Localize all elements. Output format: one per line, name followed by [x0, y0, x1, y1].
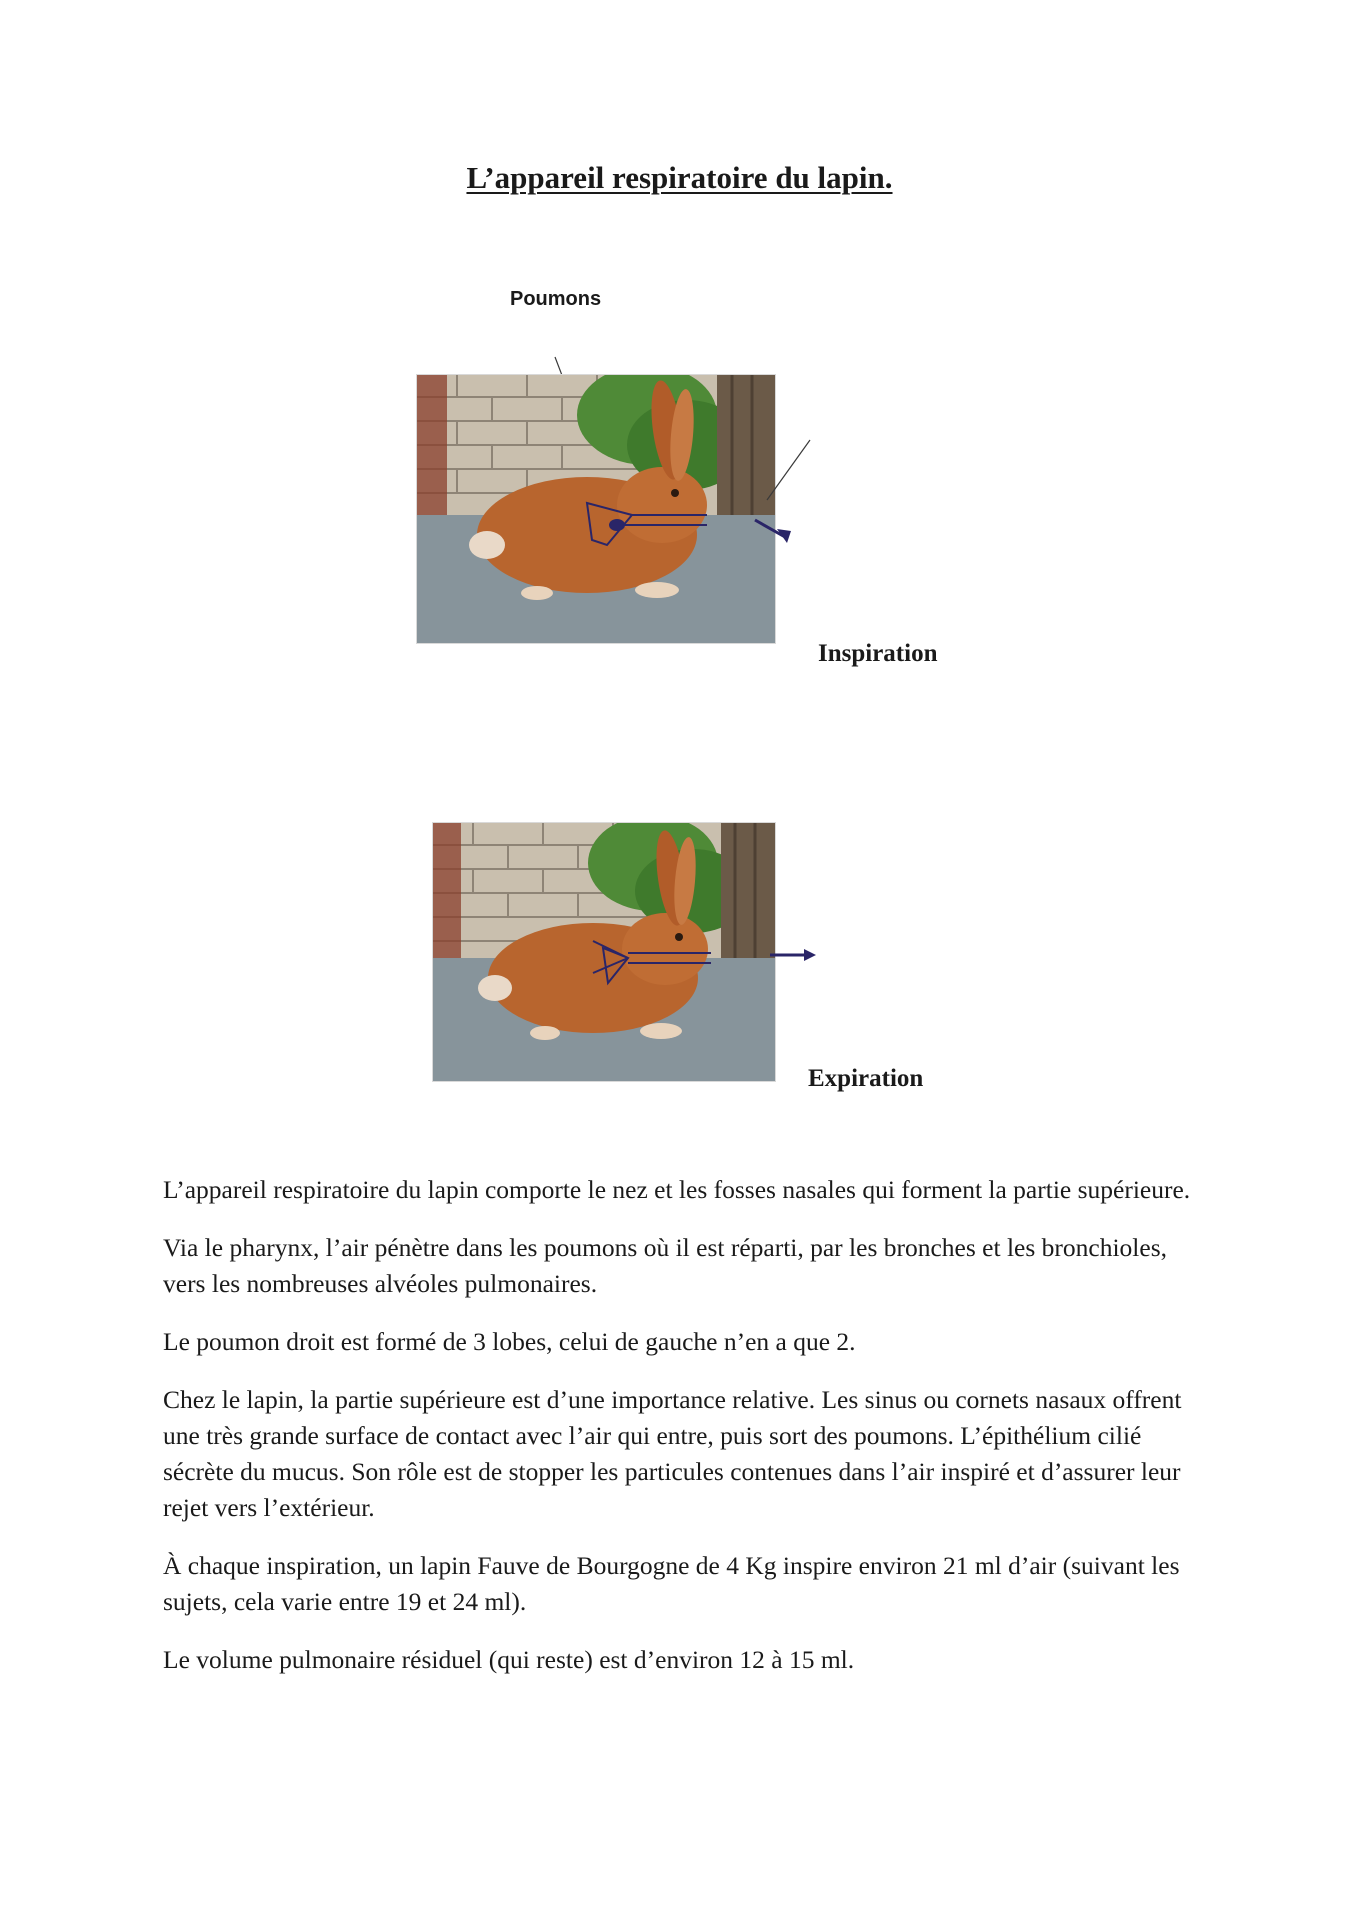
paragraph: Chez le lapin, la partie supérieure est d’une importance relative. Les sinus ou cornets nasaux offrent une très grande surface de contact avec l’air qui entre, puis sort des poumons. L’épithélium cilié sécrète du mucus. Son rôle est de stopper les particules contenues dans l’air inspiré et d’assurer leur rejet vers l’extérieur. — [163, 1385, 1182, 1522]
inspiration-arrow — [755, 425, 815, 550]
paragraph: Le poumon droit est formé de 3 lobes, celui de gauche n’en a que 2. — [163, 1327, 856, 1356]
inspiration-label: Inspiration — [818, 640, 938, 667]
inspiration-photo — [417, 375, 775, 643]
expiration-arrow — [770, 945, 818, 965]
paragraph: L’appareil respiratoire du lapin comporte le nez et les fosses nasales qui forment la partie supérieure. — [163, 1175, 1191, 1204]
expiration-photo — [433, 823, 775, 1081]
page-title: L’appareil respiratoire du lapin. — [466, 160, 893, 195]
paragraph: Via le pharynx, l’air pénètre dans les poumons où il est réparti, par les bronches et les bronchioles, vers les nombreuses alvéoles pulmonaires. — [163, 1233, 1168, 1298]
body-text — [163, 1172, 1213, 1700]
lungs-label: Poumons — [510, 288, 602, 310]
paragraph: Le volume pulmonaire résiduel (qui reste) est d’environ 12 à 15 ml. — [163, 1645, 855, 1674]
expiration-label: Expiration — [808, 1065, 924, 1092]
paragraph: À chaque inspiration, un lapin Fauve de Bourgogne de 4 Kg inspire environ 21 ml d’air (suivant les sujets, cela varie entre 19 et 24 ml). — [163, 1551, 1180, 1616]
